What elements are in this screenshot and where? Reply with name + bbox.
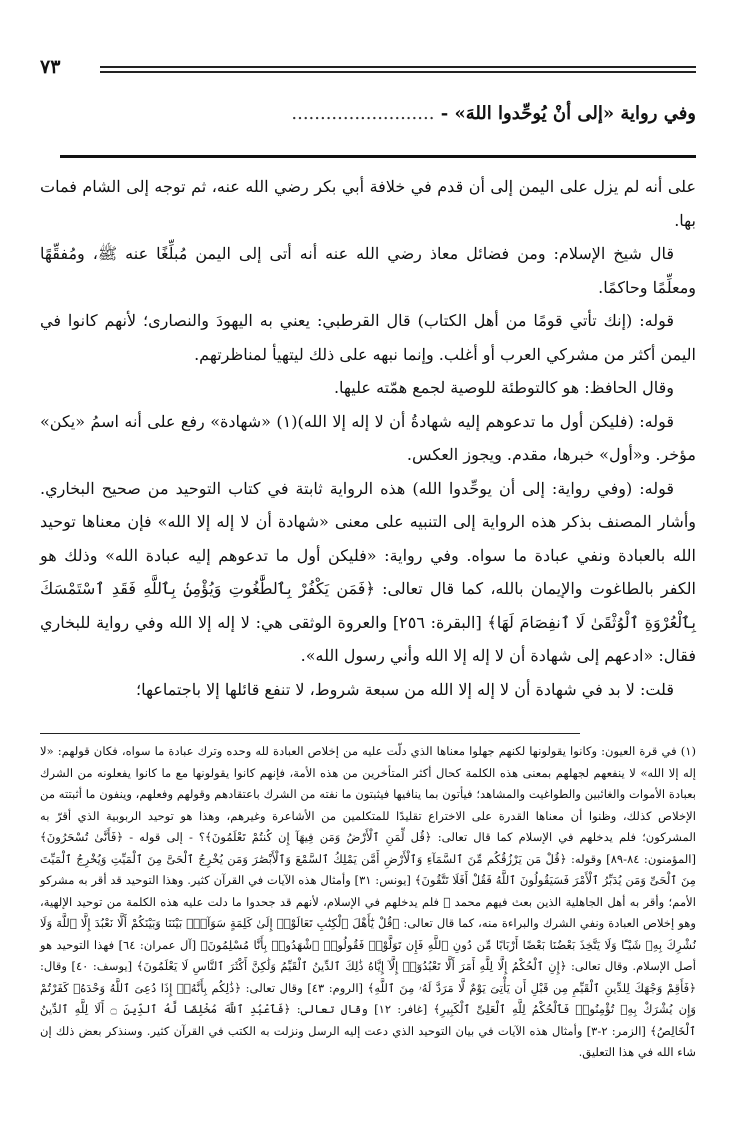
paragraph: قوله: (إنك تأتي قومًا من أهل الكتاب) قال القرطبي: يعني به اليهودَ والنصارى؛ لأنهم كانوا في اليمن أكثر من مشركي العرب أو أغلب. وإنما نبهه على ذلك ليتهيأ لمناظرتهم. bbox=[40, 311, 696, 364]
footnote: (١) في قرة العيون: وكانوا يقولونها لكنهم جهلوا معناها الذي دلّت عليه من إخلاص العبادة لله وحده وترك عبادة ما سواه، فكان قولهم: «لا إله إلا الله» لا ينفعهم لجهلهم بمعنى هذه الكلمة كحال أكثر المتأخرين من هذه الأمة، فإنهم كانوا يقولونها مع ما كانوا يفعلونه من الشرك بعبادة الأموات والغائبين والطواغيت والمشاهد؛ فيأتون بما ينافيها فيثبتون ما نفته من الشرك باعتقادهم وقولهم وفعلهم، وينفون ما أثبتته من الإخلاص كذلك، وظنوا أن معناها القدرة على الاختراع تقليدًا للمتكلمين من الأشاعرة وغيرهم، وهذا هو توحيد الربوبية الذي أقرّ به المشركون؛ فلم يدخلهم في الإسلام كما قال تعالى: ﴿قُل لِّمَنِ ٱلْأَرْضُ وَمَن فِيهَآ إِن كُنتُمْ تَعْلَمُونَ﴾؟ - إلى قوله - ﴿فَأَنَّىٰ تُسْحَرُونَ﴾ [المؤمنون: ٨٤-٨٩] وقوله: ﴿قُلْ مَن يَرْزُقُكُم مِّنَ ٱلسَّمَآءِ وَٱلْأَرْضِ أَمَّن يَمْلِكُ ٱلسَّمْعَ وَٱلْأَبْصَٰرَ وَمَن يُخْرِجُ ٱلْحَىَّ مِنَ ٱلْمَيِّتِ وَيُخْرِجُ ٱلْمَيِّتَ مِنَ ٱلْحَىِّ وَمَن يُدَبِّرُ ٱلْأَمْرَ فَسَيَقُولُونَ ٱللَّهُ فَقُلْ أَفَلَا تَتَّقُونَ﴾ [يونس: ٣١] وأمثال هذه الآيات في القرآن كثير. وهذا التوحيد قد أقر به مشركو الأمم؛ وأقر به أهل الجاهلية الذين بعث فيهم محمد ﷺ فلم يدخلهم في الإسلام، لأنهم قد جحدوا ما دلت عليه هذه الكلمة من توحيد الإلهية، وهو إخلاص العبادة ونفي الشرك والبراءة منه، كما قال تعالى: ﴿قُلْ يَٰٓأَهْلَ ٱلْكِتَٰبِ تَعَالَوْا۟ إِلَىٰ كَلِمَةٍ سَوَآءٍۭ بَيْنَنَا وَبَيْنَكُمْ أَلَّا نَعْبُدَ إِلَّا ٱللَّهَ وَلَا نُشْرِكَ بِهِۦ شَيْـًٔا وَلَا يَتَّخِذَ بَعْضُنَا بَعْضًا أَرْبَابًا مِّن دُونِ ٱللَّهِ فَإِن تَوَلَّوْا۟ فَقُولُوا۟ ٱشْهَدُوا۟ بِأَنَّا مُسْلِمُونَ﴾ [آل عمران: ٦٤] فهذا التوحيد هو أصل الإسلام. وقال تعالى: ﴿إِنِ ٱلْحُكْمُ إِلَّا لِلَّهِ أَمَرَ أَلَّا تَعْبُدُوٓا۟ إِلَّآ إِيَّاهُ ذَٰلِكَ ٱلدِّينُ ٱلْقَيِّمُ وَلَٰكِنَّ أَكْثَرَ ٱلنَّاسِ لَا يَعْلَمُونَ﴾ [يوسف: ٤٠] وقال: ﴿فَأَقِمْ وَجْهَكَ لِلدِّينِ ٱلْقَيِّمِ مِن قَبْلِ أَن يَأْتِىَ يَوْمٌ لَّا مَرَدَّ لَهُۥ مِنَ ٱللَّهِ﴾ [الروم: ٤٣] وقال تعالى: ﴿ذَٰلِكُم بِأَنَّهُۥٓ إِذَا دُعِىَ ٱللَّهُ وَحْدَهُۥ كَفَرْتُمْ وَإِن يُشْرَكْ بِهِۦ تُؤْمِنُوا۟ فَٱلْحُكْمُ لِلَّهِ ٱلْعَلِىِّ ٱلْكَبِيرِ﴾ [غافر: ١٢] وقال تعالى: ﴿فَٱعْبُدِ ٱللَّهَ مُخْلِصًا لَّهُ ٱلدِّينَ ۝ أَلَا لِلَّهِ ٱلدِّينُ ٱلْخَالِصُ﴾ [الزمر: ٢-٣] وأمثال هذه الآيات في بيان التوحيد الذي دعت إليه الرسل ونزلت به الكتب في القرآن كثير. وسنذكر بعض ذلك إن شاء الله في هذا التعليق. bbox=[40, 744, 696, 1059]
section-heading-dots: ......................... bbox=[291, 103, 435, 124]
paragraph: قلت: لا بد في شهادة أن لا إله إلا الله من سبعة شروط، لا تنفع قائلها إلا باجتماعها؛ bbox=[136, 679, 674, 699]
section-heading-text: وفي رواية «إلى أنْ يُوحِّدوا اللهَ» - bbox=[440, 103, 696, 124]
main-text bbox=[40, 170, 696, 706]
page-header bbox=[40, 58, 696, 82]
paragraph: وقال الحافظ: هو كالتوطئة للوصية لجمع همّته عليها. bbox=[333, 378, 674, 397]
section-heading bbox=[40, 103, 696, 137]
footnote-separator bbox=[40, 733, 580, 734]
heading-rule bbox=[60, 155, 696, 158]
book-page bbox=[40, 0, 696, 1133]
header-rule bbox=[100, 66, 696, 68]
footnotes bbox=[40, 741, 696, 1064]
paragraph: على أنه لم يزل على اليمن إلى أن قدم في خلافة أبي بكر رضي الله عنه، ثم توجه إلى الشام فمات بها. bbox=[40, 177, 696, 230]
page-number: ٧٣ bbox=[40, 56, 61, 78]
paragraph: قوله: (وفي رواية: إلى أن يوحِّدوا الله) هذه الرواية ثابتة في كتاب التوحيد من صحيح البخاري. وأشار المصنف بذكر هذه الرواية إلى التنبيه على معنى «شهادة أن لا إله إلا الله» فإن معناها توحيد الله بالعبادة ونفي عبادة ما سواه. وفي رواية: «فليكن أول ما تدعوهم إليه عبادة الله» وذلك هو الكفر بالطاغوت والإيمان بالله، كما قال تعالى: ﴿فَمَن يَكْفُرْ بِٱلطَّٰغُوتِ وَيُؤْمِنۢ بِٱللَّهِ فَقَدِ ٱسْتَمْسَكَ بِٱلْعُرْوَةِ ٱلْوُثْقَىٰ لَا ٱنفِصَامَ لَهَا﴾ [البقرة: ٢٥٦] والعروة الوثقى هي: لا إله إلا الله وفي رواية للبخاري فقال: «ادعهم إلى شهادة أن لا إله إلا الله وأني رسول الله». bbox=[40, 478, 696, 665]
paragraph: قال شيخ الإسلام: ومن فضائل معاذ رضي الله عنه أنه أتى إلى اليمن مُبلِّغًا عنه ﷺ، ومُفقِّهًا ومعلِّمًا وحاكمًا. bbox=[40, 244, 696, 297]
paragraph: قوله: (فليكن أول ما تدعوهم إليه شهادةُ أن لا إله إلا الله)(١) «شهادة» رفع على أنه اسمُ «يكن» مؤخر. و«أول» خبرها، مقدم. ويجوز العكس. bbox=[40, 411, 696, 464]
header-rule bbox=[100, 71, 696, 73]
